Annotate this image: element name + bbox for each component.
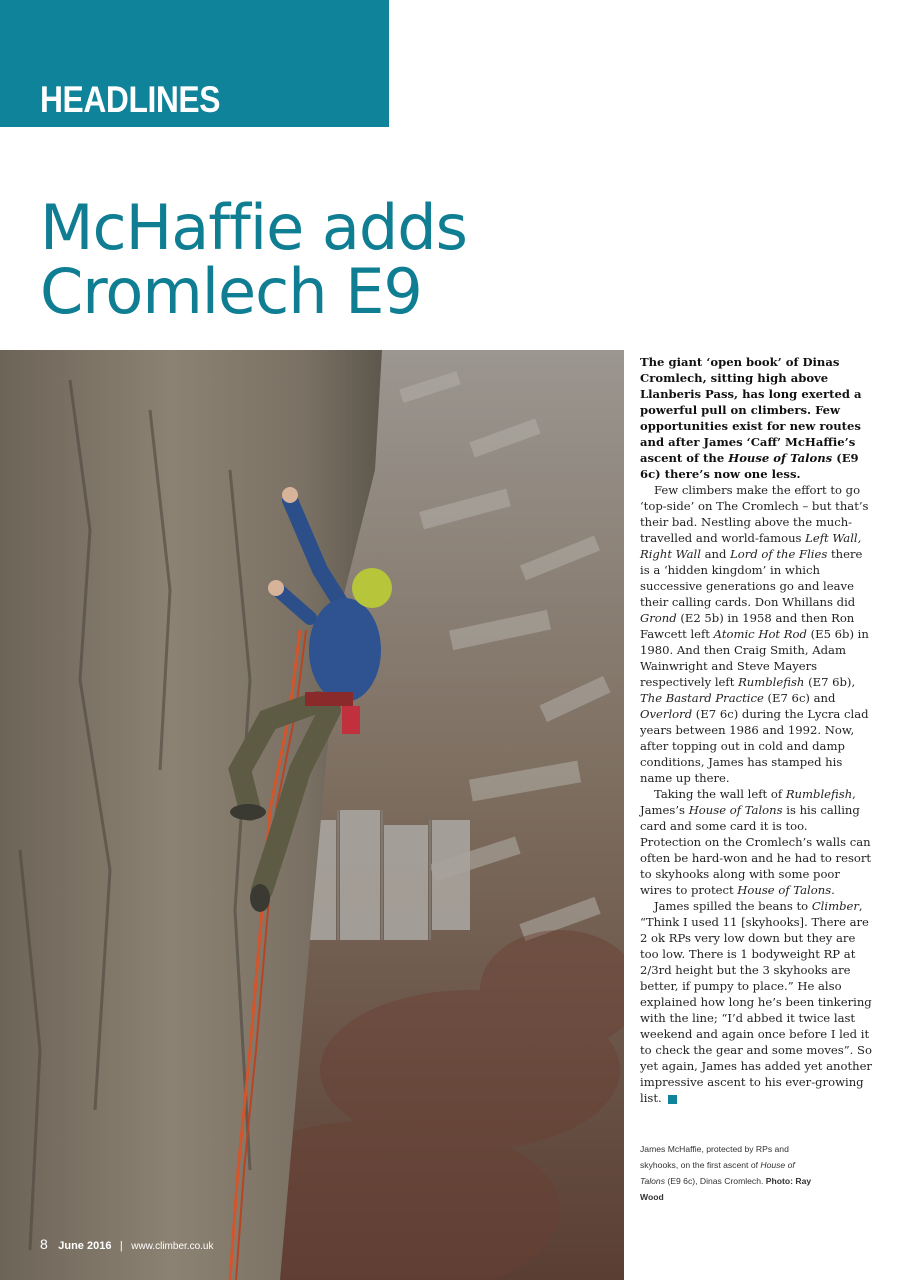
text-run: and <box>700 547 731 561</box>
standfirst <box>640 354 872 482</box>
page-footer <box>40 1236 213 1254</box>
article-paragraph-2 <box>640 786 872 898</box>
italic-run: Rumblefish <box>738 675 805 689</box>
text-run: James McHaffie, protected by RPs and skyhooks, on the first ascent of <box>640 1144 789 1170</box>
article-paragraph-3 <box>640 898 872 1106</box>
italic-run: Climber <box>811 899 859 913</box>
italic-run: The Bastard Practice <box>640 691 764 705</box>
text-run: is his calling card and some card it is too. Protection on the Cromlech’s walls can often be hard-won and he had to resort to skyhooks along with some poor wires to protect <box>640 803 872 897</box>
italic-run: Lord of the Flies <box>730 547 828 561</box>
article-body <box>640 354 872 1106</box>
text-run: Few climbers make the effort to go ‘top-side’ on The Cromlech – but that’s their bad. Nestling above the much-travelled and world-famous <box>640 483 869 545</box>
text-run: (E7 6c) and <box>763 691 836 705</box>
text-run: (E7 6c) during the Lycra clad years between 1986 and 1992. Now, after topping out in cold and damp conditions, James has stamped his name up there. <box>640 707 869 785</box>
text-run: , James’s <box>640 787 856 817</box>
headline-line-1: McHaffie adds <box>40 191 467 264</box>
headline <box>40 191 600 328</box>
text-run: The giant ‘open book’ of Dinas Cromlech, sitting high above Llanberis Pass, has long exerted a powerful pull on climbers. Few opportunities exist for new routes and after James ‘Caff’ McHaffie’s ascent of the <box>640 355 862 465</box>
climbing-photo <box>0 350 624 1280</box>
text-run: (E9 6c), Dinas Cromlech. <box>665 1176 766 1186</box>
text-run: (E9 6c) there’s now one less. <box>640 451 859 481</box>
italic-run: House of Talons <box>688 803 783 817</box>
caption-text <box>640 1141 820 1205</box>
footer-separator: | <box>119 1240 123 1252</box>
end-of-article-mark <box>668 1095 677 1104</box>
text-run: (E2 5b) in 1958 and then Ron Fawcett left <box>640 611 855 641</box>
bold-run: Photo: Ray Wood <box>640 1176 812 1202</box>
text-run: Taking the wall left of <box>654 787 786 801</box>
italic-run: Overlord <box>640 707 693 721</box>
text-run: there is a ‘hidden kingdom’ in which successive generations go and leave their calling cards. Don Whillans did <box>640 547 863 609</box>
website-link[interactable]: www.climber.co.uk <box>131 1241 214 1252</box>
italic-run: Left Wall, Right Wall <box>640 531 862 561</box>
italic-run: Atomic Hot Rod <box>713 627 807 641</box>
text-run: , “Think I used 11 [skyhooks]. There are 2 ok RPs very low down but they are too low. There is 1 bodyweight RP at 2/3rd height but the 3 skyhooks are better, if pumpy to place.” He also explained how long he’s been tinkering with the line; “I’d abbed it twice last weekend and again once before I led it to check the gear and some moves”. So yet again, James has added yet another impressive ascent to his ever-growing list. <box>640 899 872 1105</box>
italic-run: Grond <box>640 611 677 625</box>
italic-run: Rumblefish <box>785 787 853 801</box>
italic-run: House of Talons. <box>737 883 835 897</box>
climbing-photo-illustration <box>0 350 624 1280</box>
italic-run: House of Talons <box>640 1160 795 1186</box>
page-number: 8 <box>40 1236 48 1252</box>
text-run: (E7 6b), <box>804 675 856 689</box>
headline-line-2: Cromlech E9 <box>40 255 422 328</box>
section-label: HEADLINES <box>40 79 221 120</box>
text-run: James spilled the beans to <box>654 899 812 913</box>
text-run: (E5 6b) in 1980. And then Craig Smith, Adam Wainwright and Steve Mayers respectively left <box>640 627 869 689</box>
italic-run: House of Talons <box>728 451 833 465</box>
photo-caption <box>640 1141 820 1205</box>
issue-date: June 2016 <box>58 1240 112 1252</box>
article-paragraph-1 <box>640 482 872 786</box>
